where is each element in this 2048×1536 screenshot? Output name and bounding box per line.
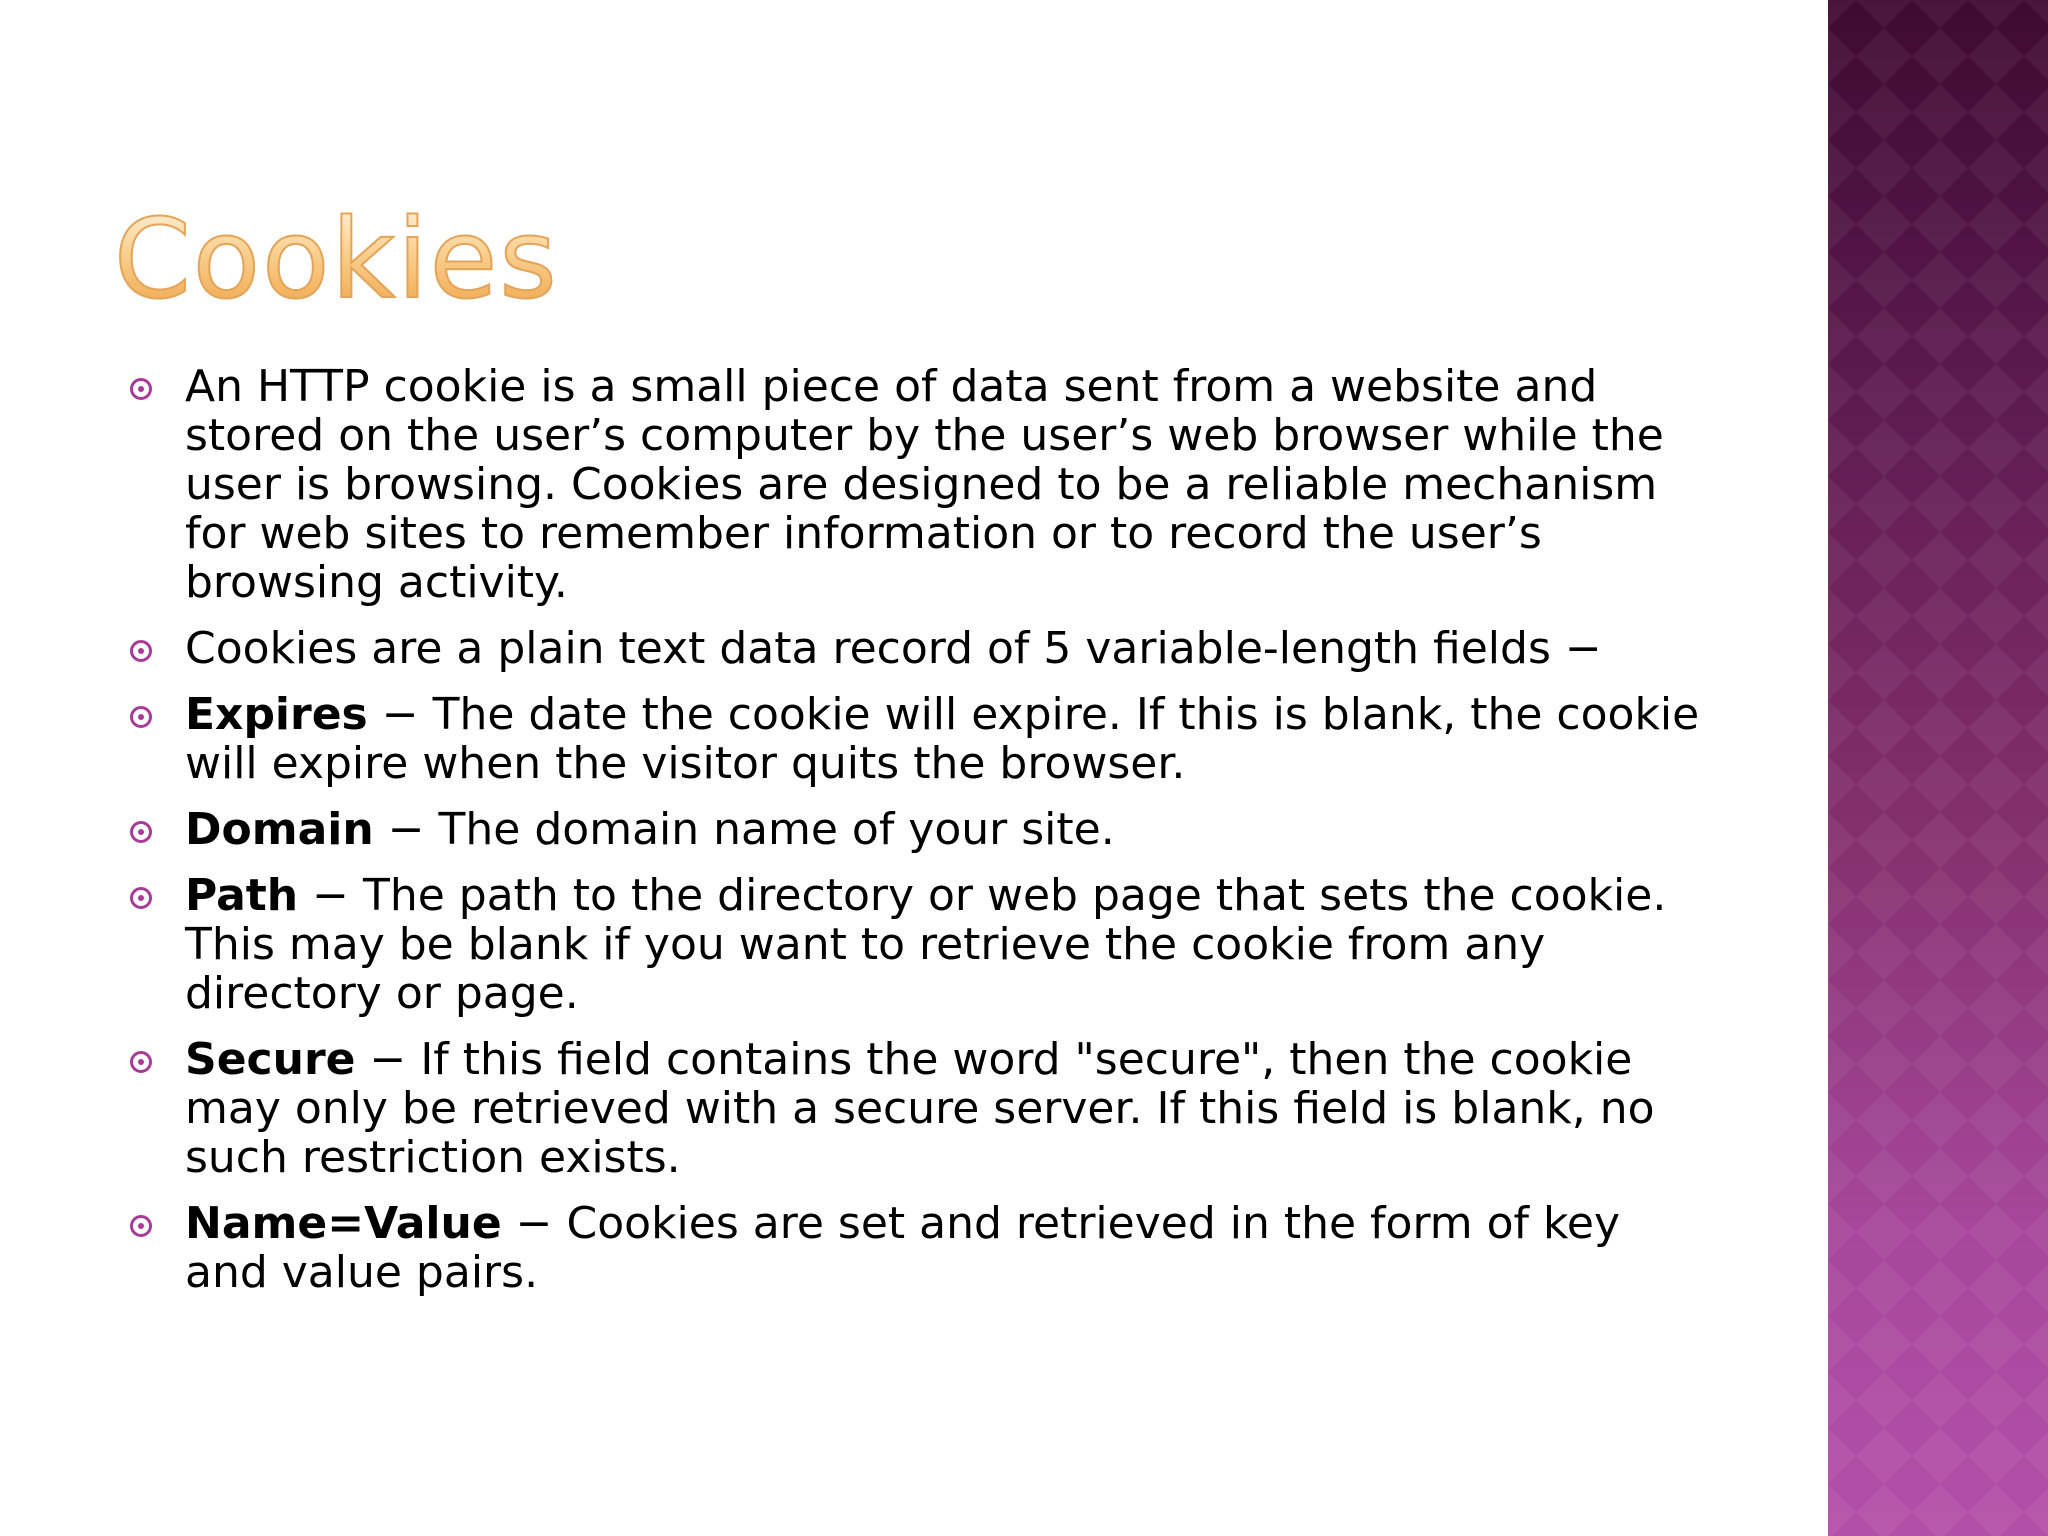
slide-title: Cookies <box>114 195 559 323</box>
bullet-item <box>130 871 1710 1018</box>
bullet-term: Domain <box>185 804 374 855</box>
bullet-item <box>130 624 1710 673</box>
bullet-text: − The domain name of your site. <box>373 804 1115 855</box>
circle-bullet-icon <box>130 378 152 400</box>
bullet-list <box>130 362 1710 1314</box>
bullet-term: Path <box>185 870 299 921</box>
bullet-term: Expires <box>185 689 368 740</box>
bullet-text: − Cookies are set and retrieved in the form of key and value pairs. <box>185 1198 1621 1298</box>
circle-bullet-icon <box>130 821 152 843</box>
circle-bullet-icon <box>130 887 152 909</box>
bullet-term: Secure <box>185 1034 356 1085</box>
circle-bullet-icon <box>130 1051 152 1073</box>
bullet-text: − If this field contains the word "secure", then the cookie may only be retrieved with a secure server. If this field is blank, no such restriction exists. <box>185 1034 1655 1183</box>
bullet-item <box>130 362 1710 607</box>
bullet-text: − The date the cookie will expire. If this is blank, the cookie will expire when the visitor quits the browser. <box>185 689 1700 789</box>
decorative-side-band <box>1828 0 2048 1536</box>
bullet-item <box>130 1035 1710 1182</box>
bullet-term: Name=Value <box>185 1198 502 1249</box>
bullet-text: − The path to the directory or web page that sets the cookie. This may be blank if you want to retrieve the cookie from any directory or page. <box>185 870 1667 1019</box>
circle-bullet-icon <box>130 706 152 728</box>
circle-bullet-icon <box>130 640 152 662</box>
bullet-item <box>130 1199 1710 1297</box>
bullet-text: Cookies are a plain text data record of 5 variable-length fields − <box>185 623 1602 674</box>
circle-bullet-icon <box>130 1215 152 1237</box>
bullet-item <box>130 690 1710 788</box>
bullet-text: An HTTP cookie is a small piece of data sent from a website and stored on the user’s computer by the user’s web browser while the user is browsing. Cookies are designed to be a reliable mechanism for web sites to remember information or to record the user’s browsing activity. <box>185 361 1664 608</box>
bullet-item <box>130 805 1710 854</box>
